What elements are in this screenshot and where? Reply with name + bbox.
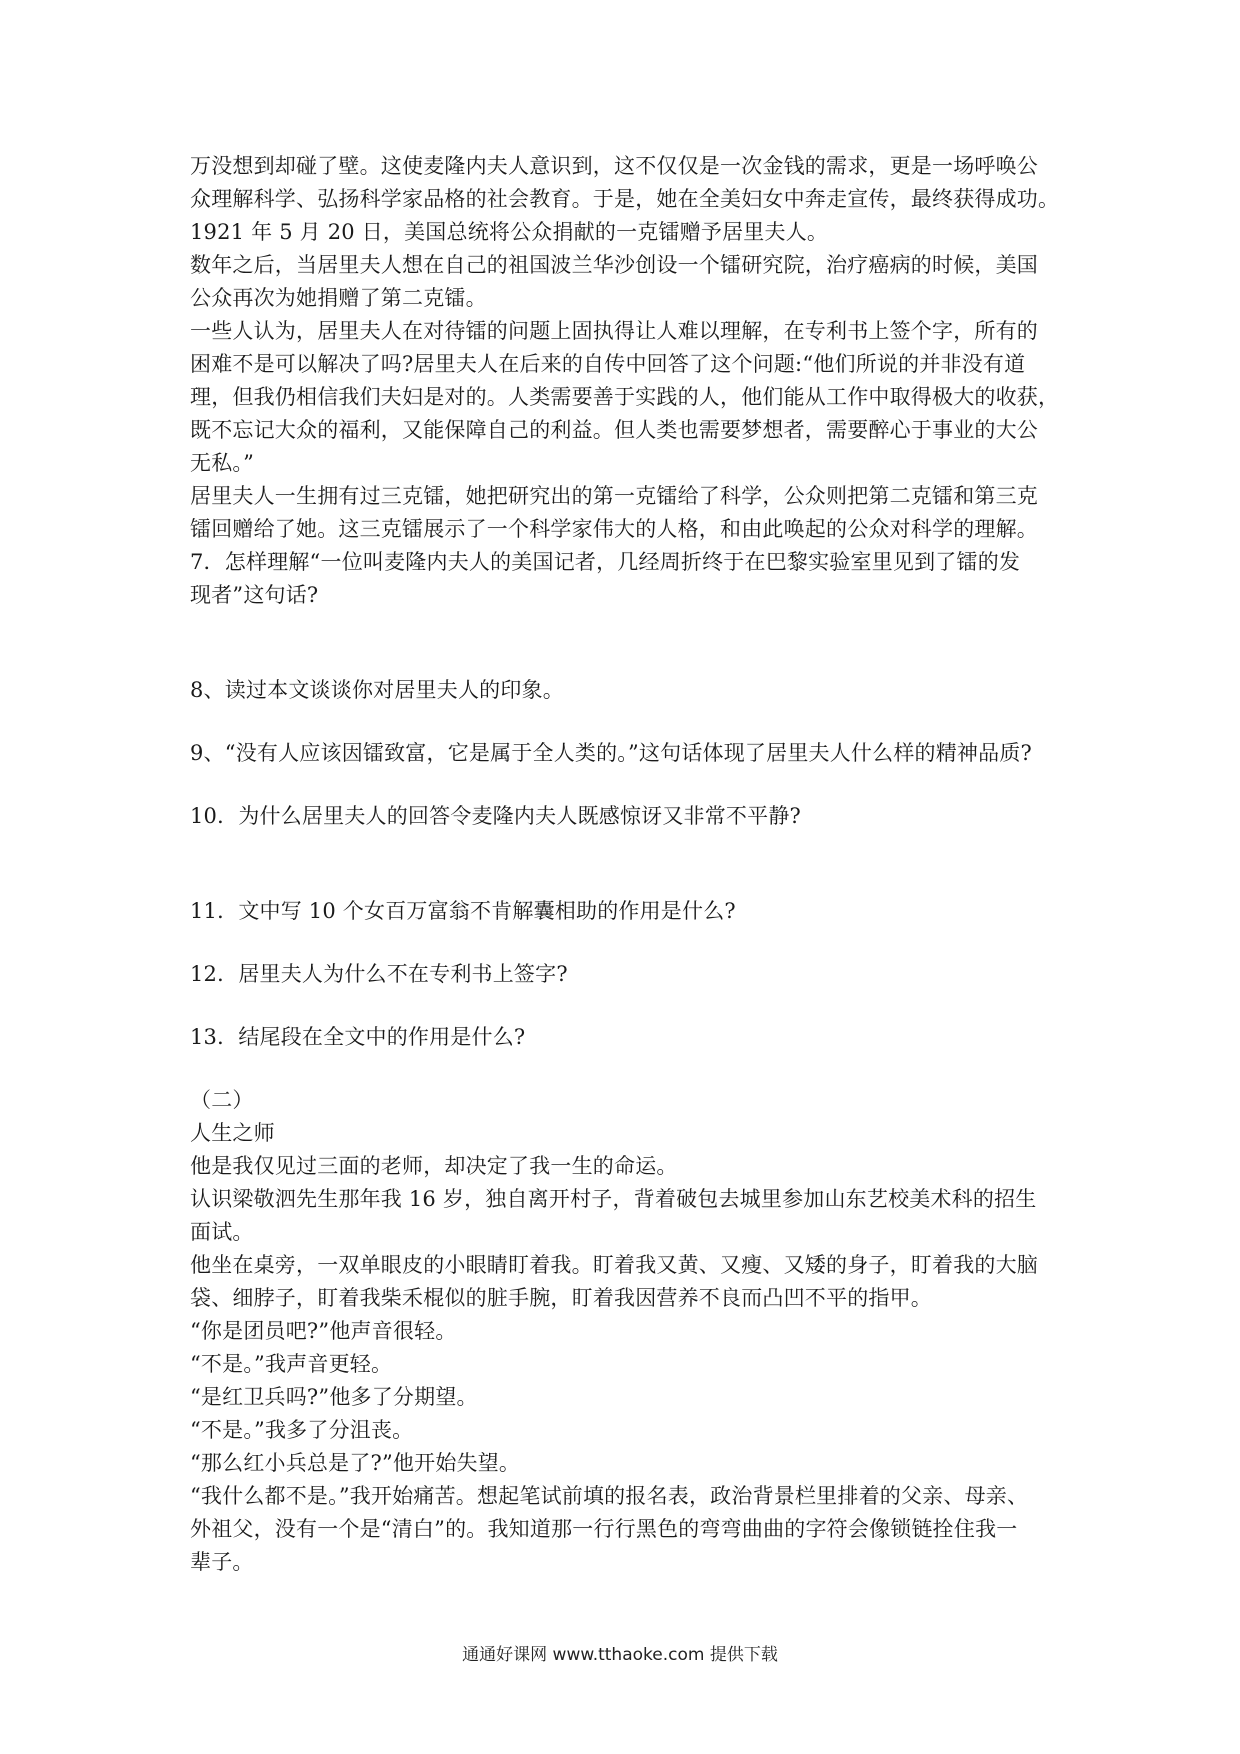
question-8: 8、读过本文谈谈你对居里夫人的印象。 (190, 678, 564, 702)
article2-title: 人生之师 (190, 1121, 275, 1145)
document-body (190, 150, 1070, 1579)
article2-line-5: 袋、细脖子，盯着我柴禾棍似的脏手腕，盯着我因营养不良而凸凹不平的指甲。 (190, 1286, 932, 1310)
answer-space-7 (190, 612, 1070, 674)
article1-p3-line-4: 既不忘记大众的福利，又能保障自己的利益。但人类也需要梦想者，需要醉心于事业的大公 (190, 418, 1038, 442)
answer-space-12 (190, 991, 1070, 1021)
answer-space-13 (190, 1054, 1070, 1084)
article2-line-7: “不是。”我声音更轻。 (190, 1352, 393, 1376)
question-7-line-2: 现者”这句话? (190, 583, 319, 607)
answer-space-9 (190, 770, 1070, 800)
question-11: 11．文中写 10 个女百万富翁不肯解囊相助的作用是什么? (190, 899, 736, 923)
article1-p1-line-2: 众理解科学、弘扬科学家品格的社会教育。于是，她在全美妇女中奔走宣传，最终获得成功。 (190, 187, 1060, 211)
article2-line-6: “你是团员吧?”他声音很轻。 (190, 1319, 457, 1343)
article2-line-3: 面试。 (190, 1220, 254, 1244)
article1-p2-line-2: 公众再次为她捐赠了第二克镭。 (190, 286, 487, 310)
article2-line-4: 他坐在桌旁，一双单眼皮的小眼睛盯着我。盯着我又黄、又瘦、又矮的身子，盯着我的大脑 (190, 1253, 1038, 1277)
article1-p4-line-2: 镭回赠给了她。这三克镭展示了一个科学家伟大的人格，和由此唤起的公众对科学的理解。 (190, 517, 1038, 541)
answer-space-10 (190, 833, 1070, 895)
article1-p1-line-1: 万没想到却碰了壁。这使麦隆内夫人意识到，这不仅仅是一次金钱的需求，更是一场呼唤公 (190, 154, 1038, 178)
article1-p3-line-5: 无私。” (190, 451, 255, 475)
article2-line-1: 他是我仅见过三面的老师，却决定了我一生的命运。 (190, 1154, 678, 1178)
section-label: （二） (190, 1088, 254, 1112)
question-10: 10．为什么居里夫人的回答令麦隆内夫人既感惊讶又非常不平静? (190, 804, 801, 828)
article2-line-13: 辈子。 (190, 1550, 254, 1574)
answer-space-8 (190, 707, 1070, 737)
article2-line-10: “那么红小兵总是了?”他开始失望。 (190, 1451, 521, 1475)
article1-p3-line-3: 理，但我仍相信我们夫妇是对的。人类需要善于实践的人，他们能从工作中取得极大的收获， (190, 385, 1060, 409)
question-9: 9、“没有人应该因镭致富，它是属于全人类的。”这句话体现了居里夫人什么样的精神品质? (190, 741, 1032, 765)
article1-p2-line-1: 数年之后，当居里夫人想在自己的祖国波兰华沙创设一个镭研究院，治疗癌病的时候，美国 (190, 253, 1038, 277)
article1-p3-line-2: 困难不是可以解决了吗?居里夫人在后来的自传中回答了这个问题:“他们所说的并非没有道 (190, 352, 1026, 376)
article1-p3-line-1: 一些人认为，居里夫人在对待镭的问题上固执得让人难以理解，在专利书上签个字，所有的 (190, 319, 1038, 343)
article1-p1-line-3: 1921 年 5 月 20 日，美国总统将公众捐献的一克镭赠予居里夫人。 (190, 220, 829, 244)
article2-line-12: 外祖父，没有一个是“清白”的。我知道那一行行黑色的弯弯曲曲的字符会像锁链拴住我一 (190, 1517, 1018, 1541)
article2-line-11: “我什么都不是。”我开始痛苦。想起笔试前填的报名表，政治背景栏里排着的父亲、母亲、 (190, 1484, 1029, 1508)
article2-line-2: 认识梁敬泗先生那年我 16 岁，独自离开村子，背着破包去城里参加山东艺校美术科的招生 (190, 1187, 1037, 1211)
article2-line-9: “不是。”我多了分沮丧。 (190, 1418, 414, 1442)
question-12: 12．居里夫人为什么不在专利书上签字? (190, 962, 568, 986)
answer-space-11 (190, 928, 1070, 958)
article1-p4-line-1: 居里夫人一生拥有过三克镭，她把研究出的第一克镭给了科学，公众则把第二克镭和第三克 (190, 484, 1038, 508)
question-13: 13．结尾段在全文中的作用是什么? (190, 1025, 526, 1049)
page-footer: 通通好课网 www.tthaoke.com 提供下载 (462, 1645, 778, 1665)
question-7-line-1: 7．怎样理解“一位叫麦隆内夫人的美国记者，几经周折终于在巴黎实验室里见到了镭的发 (190, 550, 1021, 574)
article2-line-8: “是红卫兵吗?”他多了分期望。 (190, 1385, 478, 1409)
